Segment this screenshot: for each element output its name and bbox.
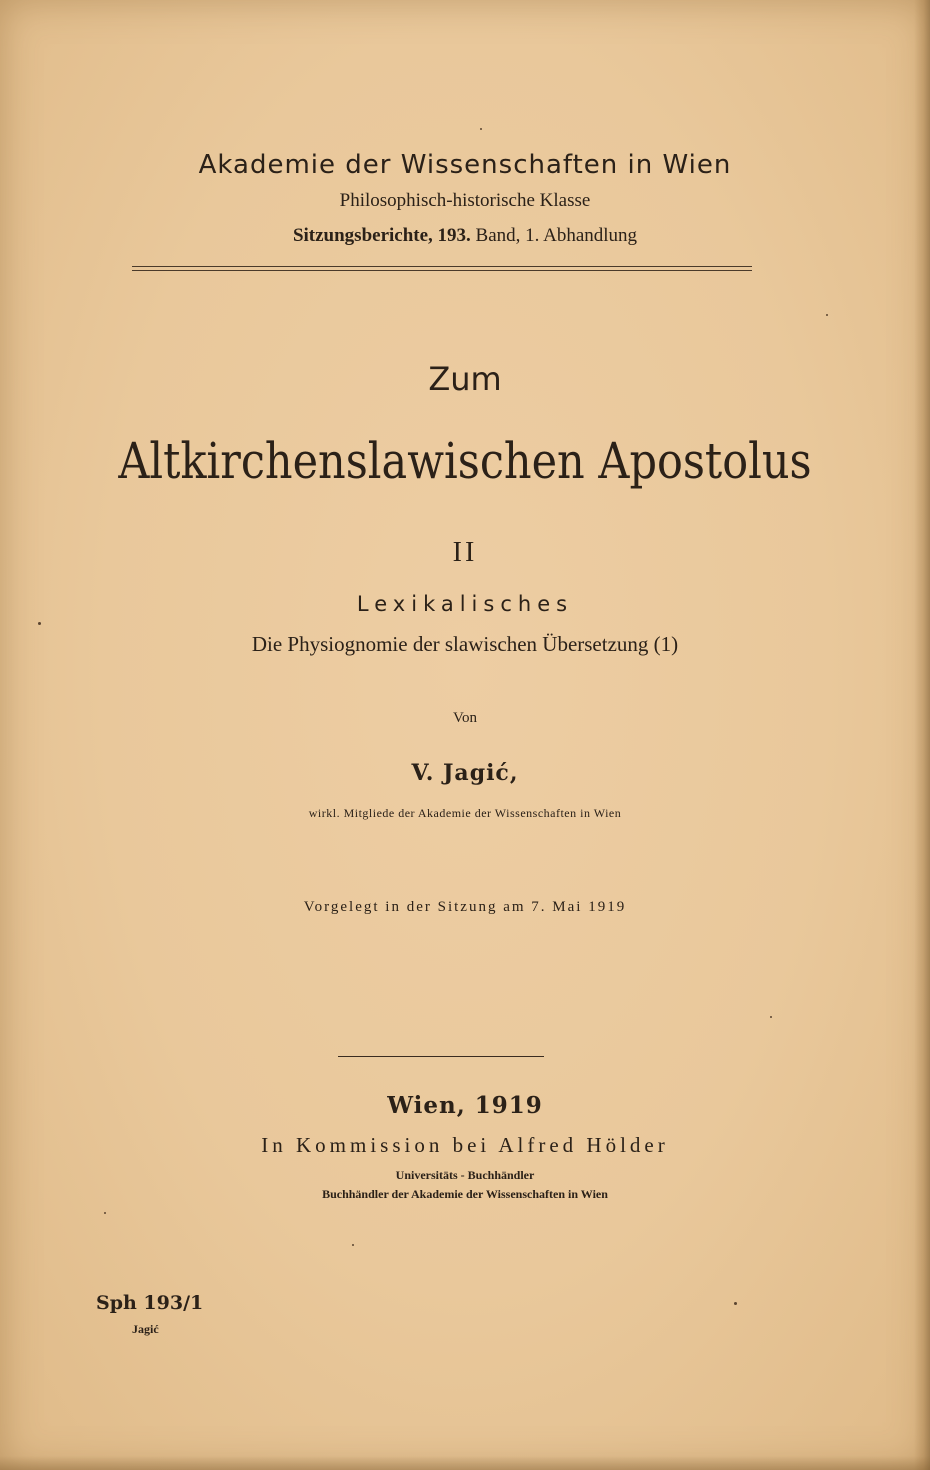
header-rule-bottom <box>132 270 752 271</box>
publisher-role-2: Buchhändler der Akademie der Wissenschaften in Wien <box>322 1187 608 1201</box>
part-number: II <box>452 537 478 568</box>
place-year: Wien, 1919 <box>387 1092 543 1119</box>
presented-date: Vorgelegt in der Sitzung am 7. Mai 1919 <box>303 899 627 915</box>
series-volume: Band, 1. Abhandlung <box>470 225 638 246</box>
paper-edge-right <box>914 0 930 1470</box>
paper-speck <box>480 128 482 130</box>
author-name: V. Jagić, <box>411 760 519 786</box>
paper-edge-bottom <box>0 1456 930 1470</box>
paper-speck <box>826 314 828 316</box>
header-rule-top <box>132 266 752 267</box>
publisher-role-1: Universitäts - Buchhändler <box>395 1168 535 1182</box>
by-label: Von <box>453 710 477 726</box>
paper-speck <box>770 1016 772 1018</box>
academy-heading: Akademie der Wissenschaften in Wien <box>198 150 732 180</box>
title-prefix: Zum <box>428 360 502 398</box>
imprint-rule <box>338 1056 544 1057</box>
subtitle: Lexikalisches <box>356 592 574 616</box>
description: Die Physiognomie der slawischen Übersetzung (1) <box>251 632 679 656</box>
shelfmark-code: Sph 193/1 <box>96 1292 204 1314</box>
paper-speck <box>352 1244 354 1246</box>
series-number: Sitzungsberichte, 193. <box>292 225 471 246</box>
shelfmark-name: Jagić <box>132 1322 159 1336</box>
series-line <box>0 225 930 247</box>
author-affiliation: wirkl. Mitgliede der Akademie der Wissenschaften in Wien <box>308 806 622 820</box>
paper-speck <box>104 1212 106 1214</box>
publisher-line: In Kommission bei Alfred Hölder <box>261 1133 669 1157</box>
class-name: Philosophisch-historische Klasse <box>339 190 591 211</box>
paper-speck <box>38 622 41 625</box>
paper-speck <box>734 1302 737 1305</box>
main-title: Altkirchenslawischen Apostolus <box>118 432 812 490</box>
